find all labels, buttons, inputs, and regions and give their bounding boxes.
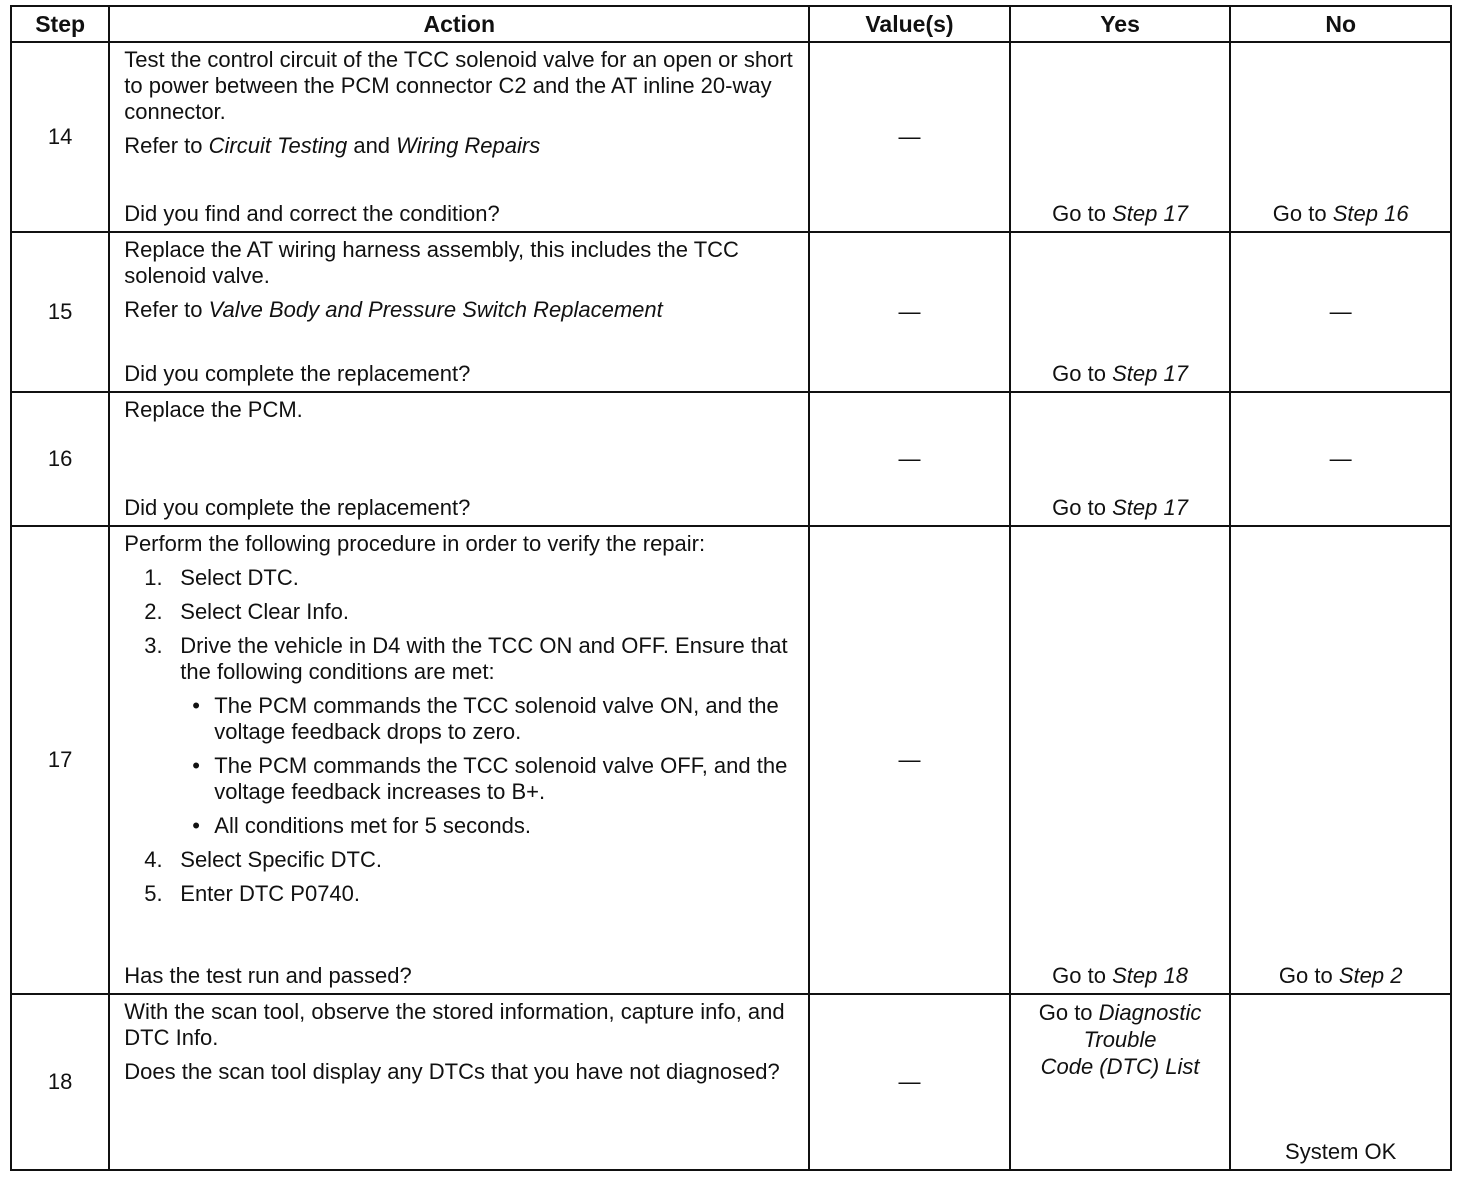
list-item-number: 4. <box>144 847 163 872</box>
header-action: Action <box>109 6 809 42</box>
list-item <box>144 565 798 591</box>
procedure-list <box>124 565 798 915</box>
no-cell: — <box>1230 232 1451 392</box>
table-row-step-16 <box>11 392 1451 526</box>
refer-prefix: Refer to <box>124 297 209 322</box>
refer-prefix: Refer to <box>124 133 209 158</box>
link-step-18[interactable]: Step 18 <box>1112 963 1188 988</box>
header-step: Step <box>11 6 109 42</box>
no-cell: — <box>1230 392 1451 526</box>
link-wiring-repairs[interactable]: Wiring Repairs <box>396 133 541 158</box>
action-text: With the scan tool, observe the stored information, capture info, and DTC Info. <box>124 999 785 1050</box>
value-cell: — <box>809 392 1010 526</box>
list-item-text: Select DTC. <box>180 565 299 590</box>
action-question: Did you find and correct the condition? <box>124 201 500 226</box>
value-cell: — <box>809 42 1010 232</box>
step-number: 14 <box>11 42 109 232</box>
condition-bullets <box>180 693 798 839</box>
list-item-number: 1. <box>144 565 163 590</box>
link-step-16[interactable]: Step 16 <box>1332 201 1409 226</box>
no-prefix: Go to <box>1272 201 1333 226</box>
link-valve-body-replacement[interactable]: Valve Body and Pressure Switch Replacement <box>208 297 663 322</box>
action-question: Has the test run and passed? <box>124 963 412 988</box>
bullet-text: The PCM commands the TCC solenoid valve OFF, and the voltage feedback increases to B+. <box>214 753 788 804</box>
yes-cell <box>1010 42 1231 232</box>
table-row-step-17 <box>11 526 1451 994</box>
action-question: Does the scan tool display any DTCs that you have not diagnosed? <box>124 1059 780 1084</box>
list-item-text: Select Clear Info. <box>180 599 350 624</box>
action-intro: Perform the following procedure in order to verify the repair: <box>124 531 706 556</box>
value-cell: — <box>809 526 1010 994</box>
no-prefix: Go to <box>1278 963 1339 988</box>
bullet-item <box>192 813 798 839</box>
action-cell <box>109 42 809 232</box>
link-step-17[interactable]: Step 17 <box>1112 495 1188 520</box>
list-item-text: Drive the vehicle in D4 with the TCC ON and OFF. Ensure that the following conditions are met: <box>180 633 788 684</box>
list-item-number: 3. <box>144 633 163 658</box>
yes-cell <box>1010 526 1231 994</box>
bullet-icon: • <box>192 753 200 778</box>
link-circuit-testing[interactable]: Circuit Testing <box>208 133 348 158</box>
list-item <box>144 633 798 839</box>
bullet-item <box>192 693 798 745</box>
no-cell <box>1230 526 1451 994</box>
action-cell <box>109 232 809 392</box>
link-step-17[interactable]: Step 17 <box>1112 361 1188 386</box>
bullet-icon: • <box>192 813 200 838</box>
yes-prefix: Go to <box>1052 361 1113 386</box>
bullet-text: The PCM commands the TCC solenoid valve ON, and the voltage feedback drops to zero. <box>214 693 779 744</box>
list-item-number: 2. <box>144 599 163 624</box>
step-number: 16 <box>11 392 109 526</box>
no-cell: System OK <box>1230 994 1451 1170</box>
header-yes: Yes <box>1010 6 1231 42</box>
header-values: Value(s) <box>809 6 1010 42</box>
yes-prefix: Go to <box>1038 1000 1099 1025</box>
list-item <box>144 599 798 625</box>
value-cell: — <box>809 994 1010 1170</box>
header-no: No <box>1230 6 1451 42</box>
refer-line <box>124 297 798 323</box>
link-dtc-list-line3[interactable]: Code (DTC) List <box>1040 1054 1200 1079</box>
step-number: 18 <box>11 994 109 1170</box>
yes-cell <box>1010 392 1231 526</box>
table-row-step-18 <box>11 994 1451 1170</box>
diagnostic-table <box>10 5 1452 1171</box>
action-question: Did you complete the replacement? <box>124 495 471 520</box>
action-cell <box>109 994 809 1170</box>
list-item-text: Select Specific DTC. <box>180 847 382 872</box>
yes-cell <box>1010 232 1231 392</box>
action-text: Replace the PCM. <box>124 397 303 422</box>
yes-prefix: Go to <box>1052 495 1113 520</box>
list-item-number: 5. <box>144 881 163 906</box>
value-cell: — <box>809 232 1010 392</box>
action-cell <box>109 392 809 526</box>
refer-and: and <box>347 133 397 158</box>
link-step-17[interactable]: Step 17 <box>1112 201 1188 226</box>
list-item-text: Enter DTC P0740. <box>180 881 361 906</box>
action-text: Replace the AT wiring harness assembly, this includes the TCC solenoid valve. <box>124 237 739 288</box>
bullet-text: All conditions met for 5 seconds. <box>214 813 531 838</box>
header-row <box>11 6 1451 42</box>
bullet-item <box>192 753 798 805</box>
list-item <box>144 881 798 907</box>
action-cell <box>109 526 809 994</box>
table-row-step-14 <box>11 42 1451 232</box>
link-dtc-list-line2[interactable]: Trouble <box>1083 1027 1157 1052</box>
no-cell <box>1230 42 1451 232</box>
list-item <box>144 847 798 873</box>
link-dtc-list[interactable]: Diagnostic <box>1098 1000 1202 1025</box>
action-question: Did you complete the replacement? <box>124 361 471 386</box>
step-number: 17 <box>11 526 109 994</box>
yes-prefix: Go to <box>1052 201 1113 226</box>
refer-line <box>124 133 798 159</box>
table-row-step-15 <box>11 232 1451 392</box>
link-step-2[interactable]: Step 2 <box>1338 963 1403 988</box>
yes-cell <box>1010 994 1231 1170</box>
step-number: 15 <box>11 232 109 392</box>
bullet-icon: • <box>192 693 200 718</box>
yes-prefix: Go to <box>1052 963 1113 988</box>
action-text: Test the control circuit of the TCC solenoid valve for an open or short to power between the PCM connector C2 and the AT inline 20-way connector. <box>124 47 793 124</box>
